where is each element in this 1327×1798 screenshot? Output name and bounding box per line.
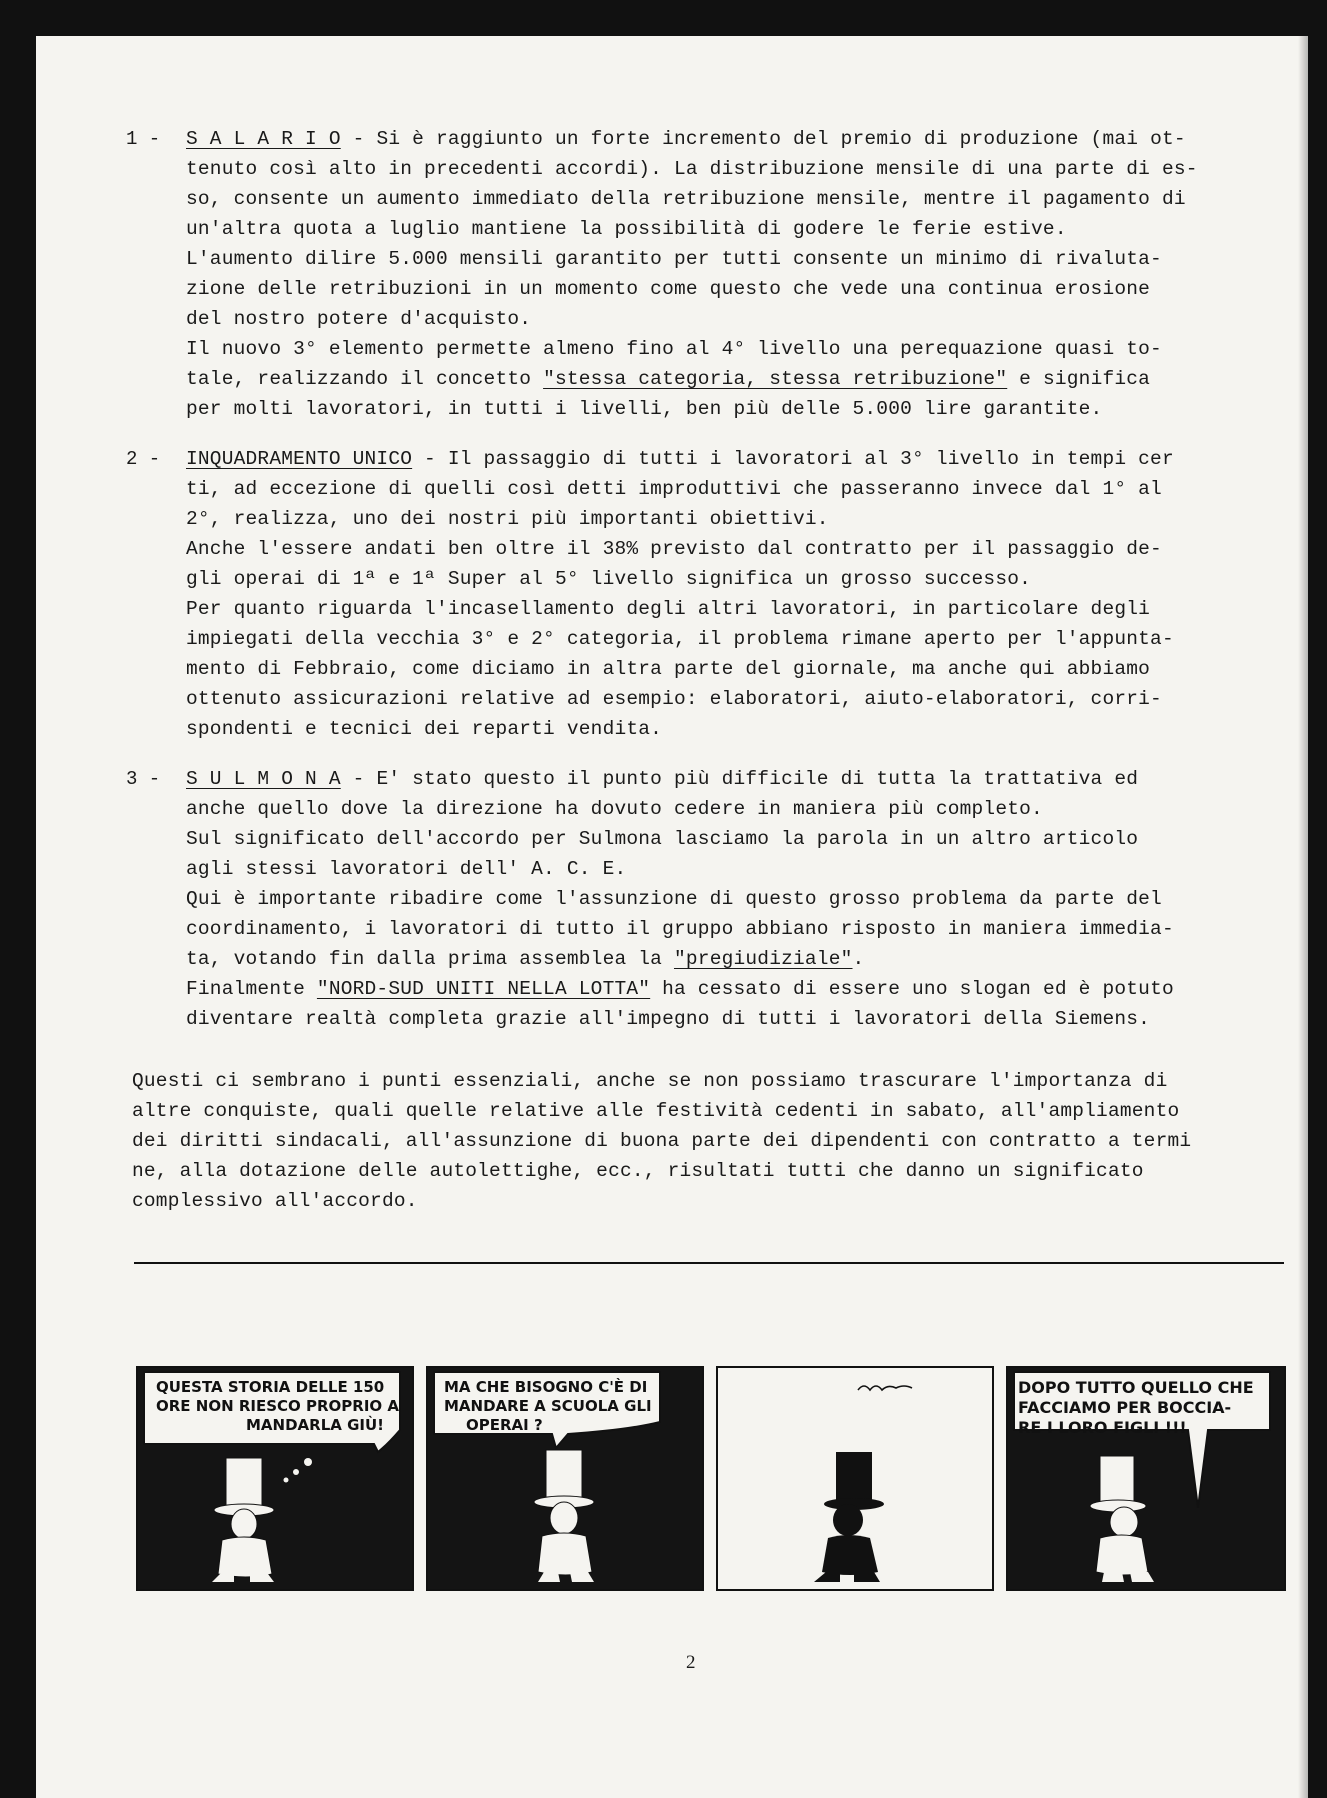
text-line: ta, votando fin dalla prima assemblea la "pregiudiziale". [186,948,865,970]
document-page [36,36,1308,1798]
text-line: spondenti e tecnici dei reparti vendita. [186,718,663,740]
text-line: zione delle retribuzioni in un momento come questo che vede una continua erosione [186,278,1151,300]
horizontal-divider [134,1262,1284,1264]
text-line: Per quanto riguarda l'incasellamento degli altri lavoratori, in particolare degli [186,598,1151,620]
underlined-phrase: "stessa categoria, stessa retribuzione" [543,368,1008,390]
text-line: 2°, realizza, uno dei nostri più importanti obiettivi. [186,508,829,530]
section-heading: S U L M O N A [186,768,341,790]
section-first-line: S U L M O N A - E' stato questo il punto più difficile di tutta la trattativa ed [186,768,1139,790]
text-line: so, consente un aumento immediato della retribuzione mensile, mentre il pagamento di [186,188,1186,210]
text-line: Questi ci sembrano i punti essenziali, anche se non possiamo trascurare l'importanza di [132,1070,1168,1092]
text-line: un'altra quota a luglio mantiene la possibilità di godere le ferie estive. [186,218,1067,240]
text-line: per molti lavoratori, in tutti i livelli, ben più delle 5.000 lire garantite. [186,398,1103,420]
text-line: tenuto così alto in precedenti accordi). La distribuzione mensile di una parte di es- [186,158,1198,180]
text-line: mento di Febbraio, come diciamo in altra parte del giornale, ma anche qui abbiamo [186,658,1151,680]
comic-panel-4 [1006,1366,1286,1591]
text-line: ottenuto assicurazioni relative ad esempio: elaboratori, aiuto-elaboratori, corri- [186,688,1162,710]
text-line: Il nuovo 3° elemento permette almeno fino al 4° livello una perequazione quasi to- [186,338,1162,360]
page-number: 2 [686,1652,696,1673]
text-line: Anche l'essere andati ben oltre il 38% previsto dal contratto per il passaggio de- [186,538,1162,560]
text-line: gli operai di 1ª e 1ª Super al 5° livello significa un grosso successo. [186,568,1032,590]
text-line: ti, ad eccezione di quelli così detti improduttivi che passeranno invece dal 1° al [186,478,1162,500]
section-heading: INQUADRAMENTO UNICO [186,448,413,470]
text-line: coordinamento, i lavoratori di tutto il gruppo abbiano risposto in maniera immedia- [186,918,1174,940]
speech-bubble-text: MA CHE BISOGNO C'È DI MANDARE A SCUOLA GLI OPERAI ? [444,1378,652,1434]
text-line: ne, alla dotazione delle autolettighe, ecc., risultati tutti che danno un significato [132,1160,1144,1182]
comic-panel-3 [716,1366,994,1591]
section-number: 2 - [126,448,161,470]
text-line: altre conquiste, quali quelle relative alle festività cedenti in sabato, all'ampliamento [132,1100,1180,1122]
text-line: diventare realtà completa grazie all'impegno di tutti i lavoratori della Siemens. [186,1008,1151,1030]
text-line: Qui è importante ribadire come l'assunzione di questo grosso problema da parte del [186,888,1162,910]
section-number: 1 - [126,128,161,150]
text-line: complessivo all'accordo. [132,1190,418,1212]
comic-strip [136,1366,1286,1591]
text-line: Sul significato dell'accordo per Sulmona lasciamo la parola in un altro articolo [186,828,1139,850]
text-line: tale, realizzando il concetto "stessa categoria, stessa retribuzione" e significa [186,368,1151,390]
text-line: anche quello dove la direzione ha dovuto cedere in maniera più completo. [186,798,1043,820]
text-line: Finalmente "NORD-SUD UNITI NELLA LOTTA" ha cessato di essere uno slogan ed è potuto [186,978,1174,1000]
section-first-line: S A L A R I O - Si è raggiunto un forte incremento del premio di produzione (mai ot- [186,128,1186,150]
text-line: agli stessi lavoratori dell' A. C. E. [186,858,627,880]
comic-panel-1 [136,1366,414,1591]
text-line: impiegati della vecchia 3° e 2° categoria, il problema rimane aperto per l'appunta- [186,628,1174,650]
speech-bubble-text: QUESTA STORIA DELLE 150 ORE NON RIESCO PROPRIO A MANDARLA GIÙ! [156,1378,400,1434]
underlined-phrase: "pregiudiziale" [673,948,853,970]
text-line: del nostro potere d'acquisto. [186,308,532,330]
section-first-line: INQUADRAMENTO UNICO - Il passaggio di tutti i lavoratori al 3° livello in tempi cer [186,448,1174,470]
comic-silhouette-illustration [718,1368,992,1589]
underlined-phrase: "NORD-SUD UNITI NELLA LOTTA" [316,978,651,1000]
closing-paragraph [132,1066,1292,1216]
text-line: L'aumento dilire 5.000 mensili garantito per tutti consente un minimo di rivaluta- [186,248,1162,270]
speech-bubble-text: DOPO TUTTO QUELLO CHE FACCIAMO PER BOCCIA- RE I LORO FIGLI !!! [1018,1378,1254,1437]
text-line: dei diritti sindacali, all'assunzione di buona parte dei dipendenti con contratto a termi [132,1130,1192,1152]
section-number: 3 - [126,768,161,790]
comic-panel-2 [426,1366,704,1591]
section-heading: S A L A R I O [186,128,341,150]
